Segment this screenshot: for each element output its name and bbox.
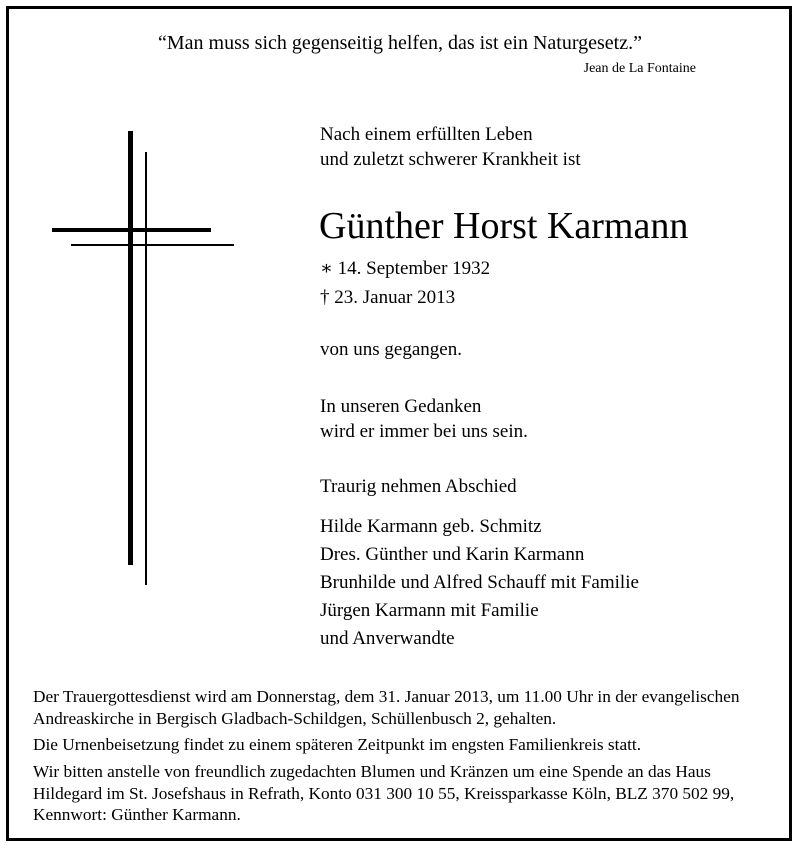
deceased-name: Günther Horst Karmann [319, 205, 689, 247]
mourners-list [320, 513, 639, 653]
mourner-name: Jürgen Karmann mit Familie [320, 600, 539, 621]
burial-paragraph: Die Urnenbeisetzung findet zu einem späteren Zeitpunkt im engsten Familienkreis statt. [33, 735, 642, 754]
intro-text [320, 122, 581, 172]
mourner-name: und Anverwandte [320, 628, 455, 649]
donation-line: Wir bitten anstelle von freundlich zugedachten Blumen und Kränzen um eine Spende an das Haus [33, 762, 711, 781]
quote-author: Jean de La Fontaine [583, 61, 696, 76]
thoughts-text [320, 394, 528, 444]
donation-line: Kennwort: Günther Karmann. [33, 805, 241, 824]
mourner-name: Hilde Karmann geb. Schmitz [320, 516, 542, 537]
thoughts-line: wird er immer bei uns sein. [320, 421, 528, 442]
service-line: Der Trauergottesdienst wird am Donnerstag, dem 31. Januar 2013, um 11.00 Uhr in der evangelischen [33, 687, 740, 706]
quote-text: “Man muss sich gegenseitig helfen, das ist ein Naturgesetz.” [158, 32, 642, 54]
birth-date: ∗ 14. September 1932 [320, 258, 491, 279]
donation-paragraph [33, 761, 773, 826]
passed-text: von uns gegangen. [320, 339, 462, 360]
service-line: Andreaskirche in Bergisch Gladbach-Schildgen, Schüllenbusch 2, gehalten. [33, 708, 557, 728]
donation-line: Hildegard im St. Josefshaus in Refrath, Konto 031 300 10 55, Kreissparkasse Köln, BLZ 370 502 99, [33, 783, 735, 803]
mourners-intro: Traurig nehmen Abschied [320, 476, 517, 497]
intro-line: Nach einem erfüllten Leben [320, 124, 533, 145]
mourner-name: Brunhilde und Alfred Schauff mit Familie [320, 572, 639, 593]
death-date: † 23. Januar 2013 [320, 287, 456, 308]
intro-line: und zuletzt schwerer Krankheit ist [320, 149, 581, 170]
thoughts-line: In unseren Gedanken [320, 396, 482, 417]
mourner-name: Dres. Günther und Karin Karmann [320, 544, 585, 565]
service-paragraph [33, 686, 773, 729]
